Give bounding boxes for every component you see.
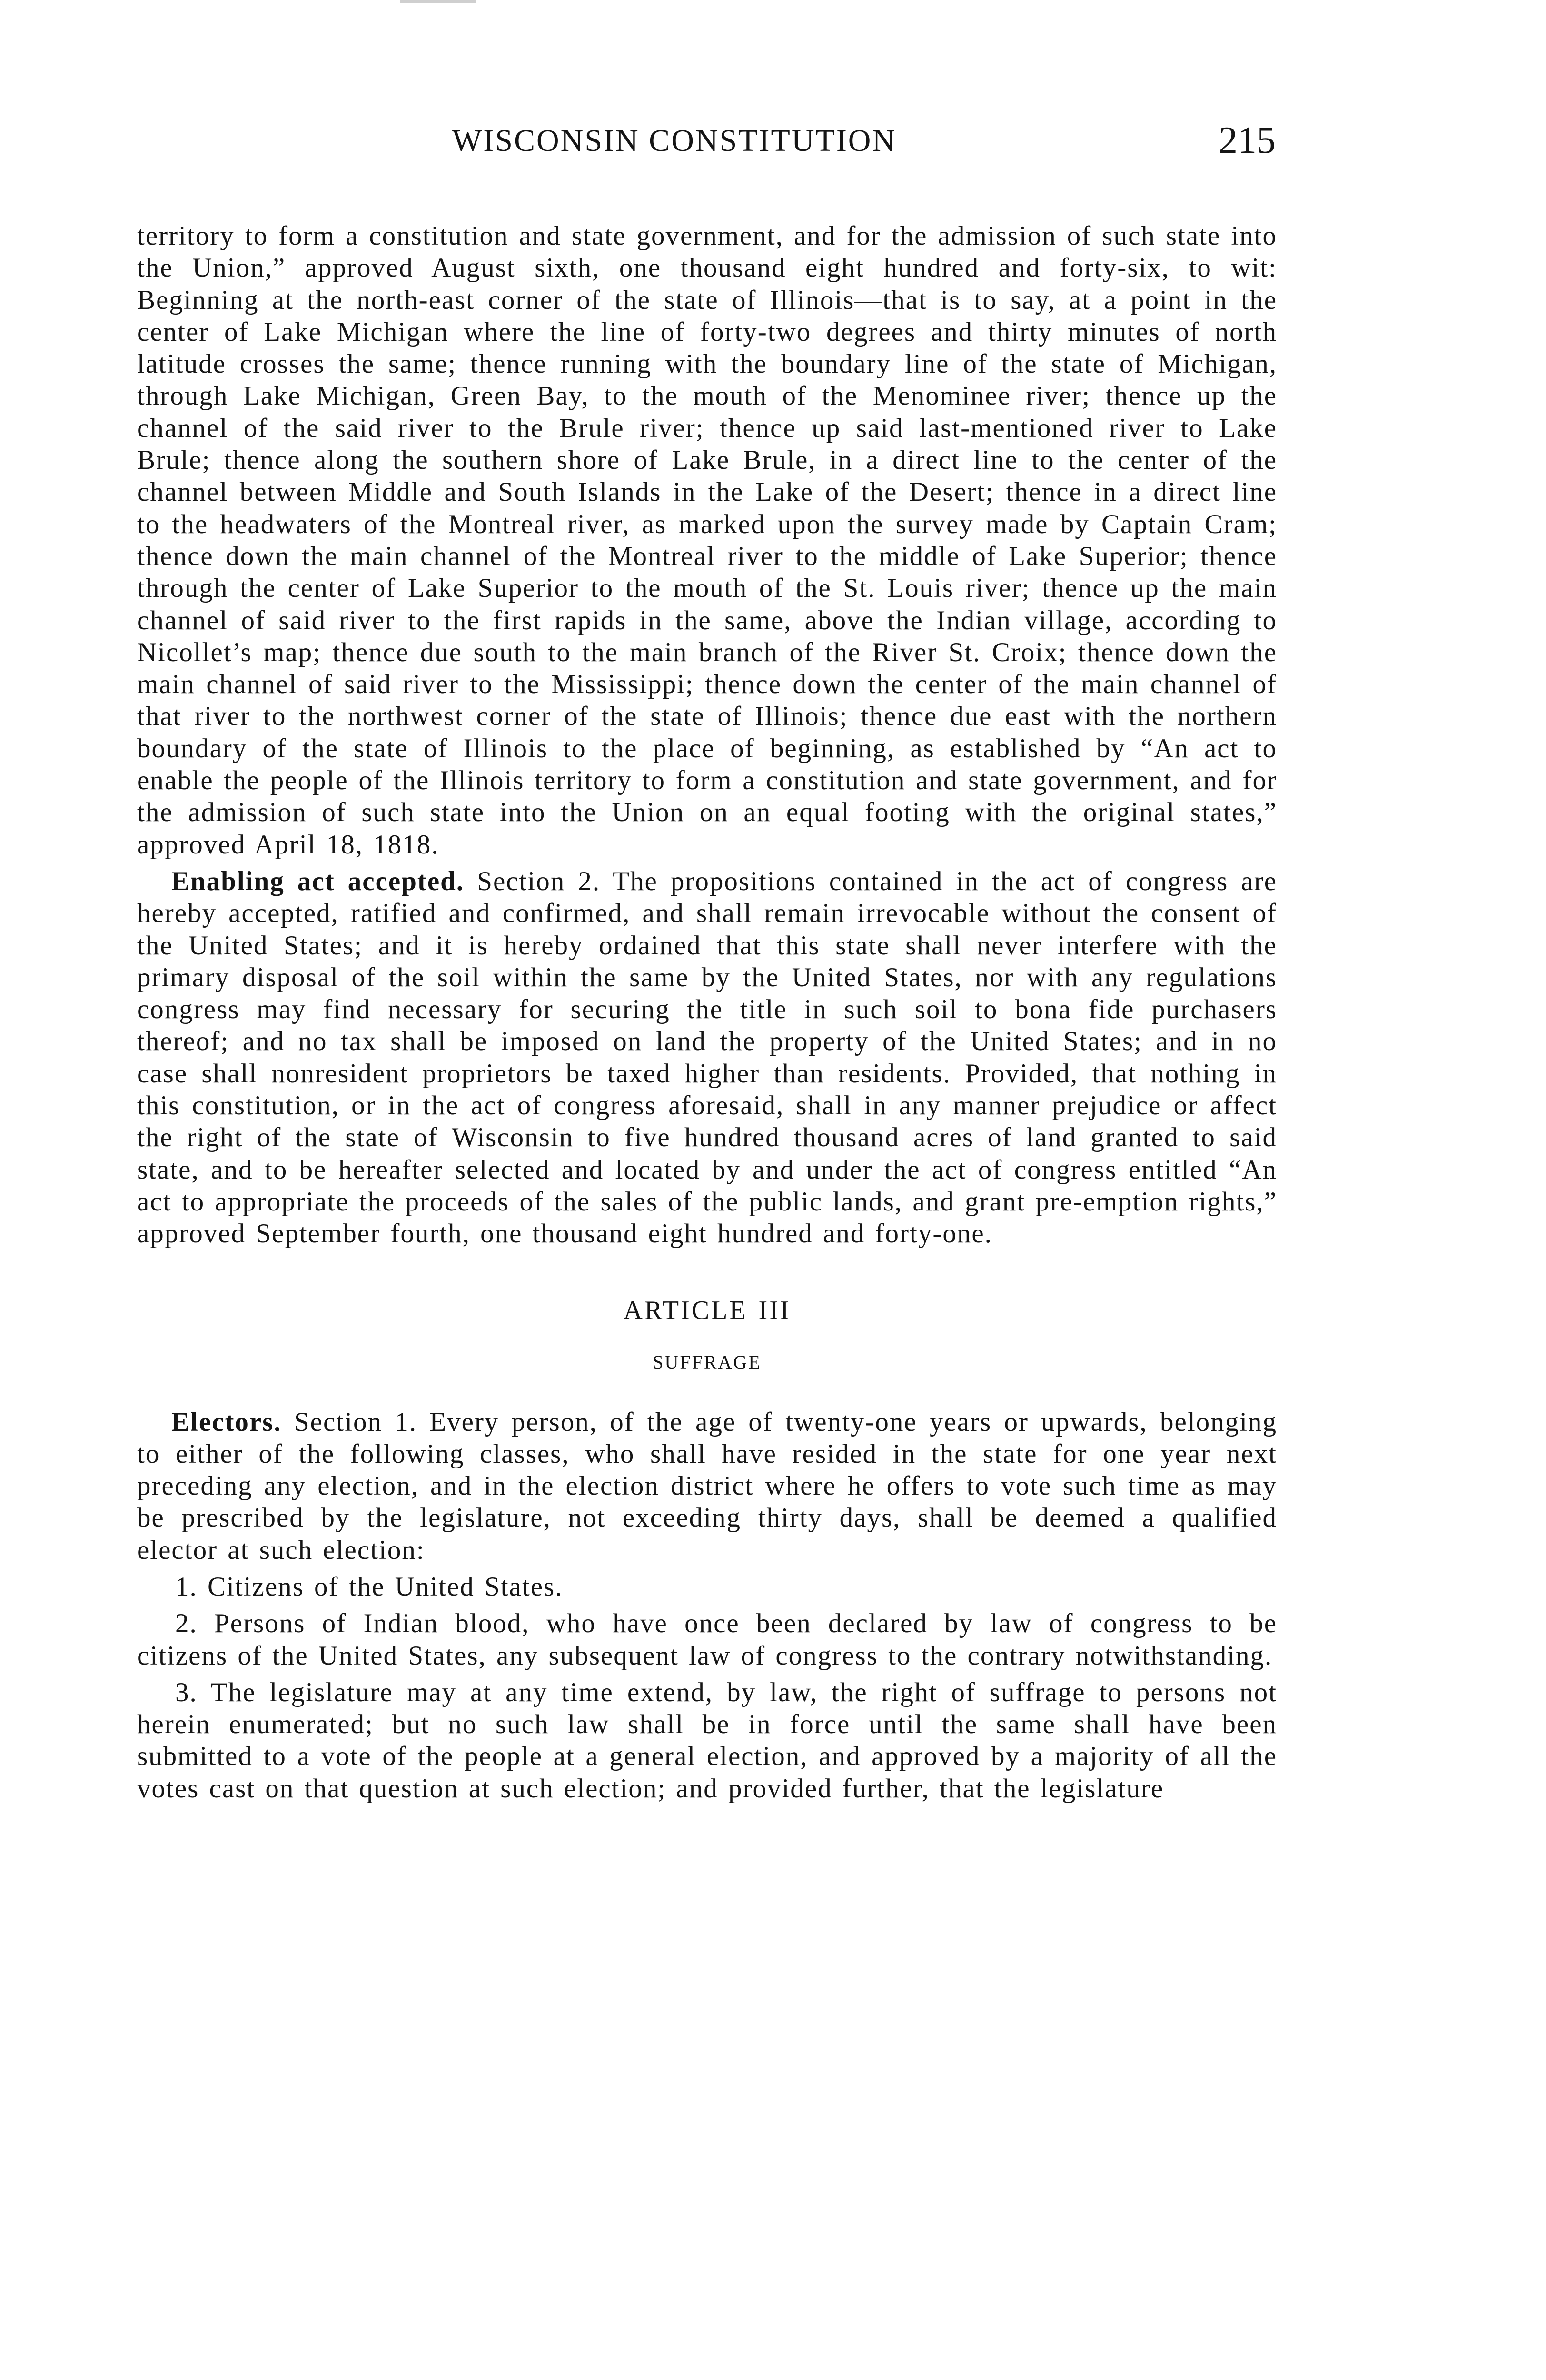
scan-edge-mark (400, 0, 476, 3)
list-item: 2. Persons of Indian blood, who have once been declared by law of congress to be citizens of the United States, any subsequent law of congress to the contrary notwithstanding. (137, 1608, 1277, 1671)
article-heading: ARTICLE III (623, 1295, 791, 1325)
body-text (137, 220, 1277, 1805)
list-item: 3. The legislature may at any time extend, by law, the right of suffrage to persons not herein enumerated; but no such law shall be in force until the same shall have been submitted to a vote of the people at a general election, and approved by a majority of all the votes cast on that question at such election; and provided further, that the legislature (137, 1677, 1277, 1804)
running-title: WISCONSIN CONSTITUTION (452, 123, 897, 158)
page-number: 215 (1219, 119, 1276, 161)
list-item: 1. Citizens of the United States. (175, 1571, 563, 1602)
running-header (138, 118, 1276, 170)
boundary-paragraph: territory to form a constitution and state government, and for the admission of such state into the Union,” approved August sixth, one thousand eight hundred and forty-six, to wit: Beginning at the north-east corner of the state of Illinois—that is to say, at a point in the center of Lake Michigan where the line of forty-two degrees and thirty minutes of north latitude crosses the same; thence running with the boundary line of the state of Michigan, through Lake Michigan, Green Bay, to the mouth of the Menominee river; thence up the channel of the said river to the Brule river; thence up said last-mentioned river to Lake Brule; thence along the southern shore of Lake Brule, in a direct line to the center of the channel between Middle and South Islands in the Lake of the Desert; thence in a direct line to the headwaters of the Montreal river, as marked upon the survey made by Captain Cram; thence down the main channel of the Montreal river to the middle of Lake Superior; thence through the center of Lake Superior to the mouth of the St. Louis river; thence up the main channel of said river to the first rapids in the same, above the Indian village, according to Nicollet’s map; thence due south to the main branch of the River St. Croix; thence down the main channel of said river to the Mississippi; thence down the center of the main channel of that river to the northwest corner of the state of Illinois; thence due east with the northern boundary of the state of Illinois to the place of beginning, as established by “An act to enable the people of the Illinois territory to form a constitution and state government, and for the admission of such state into the Union on an equal footing with the original states,” approved April 18, 1818. (137, 221, 1277, 860)
enabling-act-text: Section 2. The propositions contained in the act of congress are hereby accepted, ratified and confirmed, and shall remain irrevocable without the consent of the United States; and it is hereby ordained that this state shall never interfere with the primary disposal of the soil within the same by the United States, nor with any regulations congress may find necessary for securing the title in such soil to bona fide purchasers thereof; and no tax shall be imposed on land the property of the United States; and in no case shall nonresident proprietors be taxed higher than residents. Provided, that nothing in this constitution, or in the act of congress aforesaid, shall in any manner prejudice or affect the right of the state of Wisconsin to five hundred thousand acres of land granted to said state, and to be hereafter selected and located by and under the act of congress entitled “An act to appropriate the proceeds of the sales of the public lands, and grant pre-emption rights,” approved September fourth, one thousand eight hundred and forty-one. (137, 866, 1278, 1249)
article-subheading: SUFFRAGE (653, 1351, 762, 1373)
electors-side-heading: Electors. (171, 1407, 282, 1437)
electors-text: Section 1. Every person, of the age of twenty-one years or upwards, belonging to either of the following classes, who shall have resided in the state for one year next preceding any election, and in the election district where he offers to vote such time as may be prescribed by the legislature, not exceeding thirty days, shall be deemed a qualified elector at such election: (137, 1407, 1277, 1565)
enabling-act-side-heading: Enabling act accepted. (171, 866, 465, 896)
enabling-act-paragraph (137, 865, 1277, 1250)
electors-paragraph (137, 1406, 1277, 1566)
